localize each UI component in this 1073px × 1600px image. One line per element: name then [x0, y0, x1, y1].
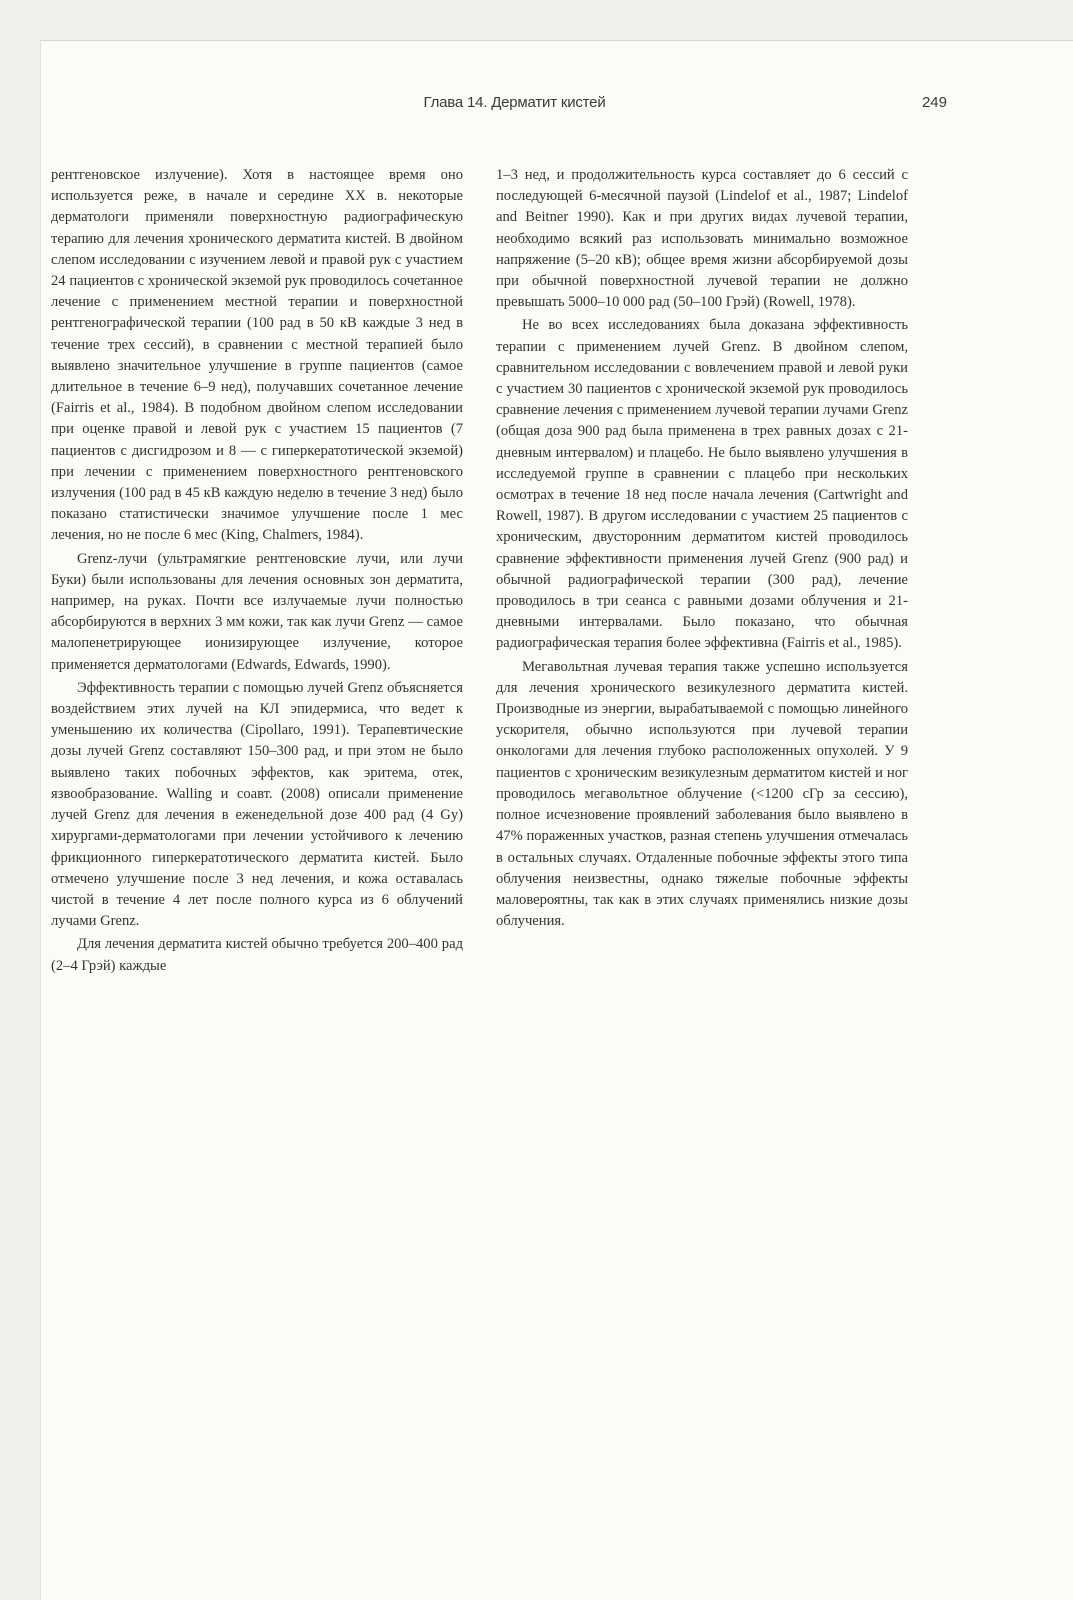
- left-column: [51, 165, 463, 977]
- paragraph: Эффективность терапии с помощью лучей Grenz объясняется воздействием этих лучей на КЛ эпидермиса, что ведет к уменьшению их количества (Cipollaro, 1991). Терапевтические дозы лучей Grenz составляют 150–300 рад, и при этом не было выявлено таких побочных эффектов, как эритема, отек, язвообразование. Walling и соавт. (2008) описали применение лучей Grenz для лечения в еженедельной дозе 400 рад (4 Gy) хирургами-дерматологами при лечении устойчивого к лечению фрикционного гиперкератотического дерматита кистей. Было отмечено улучшение после 3 нед лечения, и кожа оставалась чистой в течение 4 лет после полного курса из 6 облучений лучами Grenz.: [51, 679, 463, 930]
- page-number: 249: [921, 94, 947, 111]
- paragraph: Не во всех исследованиях была доказана эффективность терапии с применением лучей Grenz. В двойном слепом, сравнительном исследовании с вовлечением правой и левой руки с участием 30 пациентов с хронической экземой рук проводилось сравнение лечения с применением лучевой терапии лучами Grenz (общая доза 900 рад была применена в трех равных дозах с 21-дневным интервалом) и плацебо. Не было выявлено улучшения в исследуемой группе в сравнении с плацебо при нескольких осмотрах в течение 18 нед после начала лечения (Cartwright and Rowell, 1987). В другом исследовании с участием 25 пациентов с хроническим, двусторонним дерматитом кистей проводилось сравнение эффективности применения лучей Grenz (900 рад) и обычной радиографической терапии (300 рад), лечение проводилось в три сеанса с равными дозами облучения и 21-дневными интервалами. Было показано, что обычная радиографическая терапия более эффективна (Fairris et al., 1985).: [496, 317, 908, 652]
- right-column: [496, 165, 908, 932]
- paragraph: Grenz-лучи (ультрамягкие рентгеновские лучи, или лучи Буки) были использованы для лечения основных зон дерматита, например, на руках. Почти все излучаемые лучи полностью абсорбируются в верхних 3 мм кожи, так как лучи Grenz — самое малопенетрирующее ионизирующее излучение, которое применяется дерматологами (Edwards, Edwards, 1990).: [51, 550, 463, 673]
- paragraph: 1–3 нед, и продолжительность курса составляет до 6 сессий с последующей 6-месячной паузой (Lindelof et al., 1987; Lindelof and Beitner 1990). Как и при других видах лучевой терапии, необходимо всякий раз использовать минимально возможное напряжение (5–20 кВ); общее время жизни абсорбируемой дозы при обычной поверхностной лучевой терапии не должно превышать 5000–10 000 рад (50–100 Грэй) (Rowell, 1978).: [496, 167, 908, 311]
- paragraph: Мегавольтная лучевая терапия также успешно используется для лечения хронического везикулезного дерматита кистей. Производные из энергии, вырабатываемой с помощью линейного ускорителя, обычно используются при лучевой терапии онкологами для лечения глубоко расположенных опухолей. У 9 пациентов с хроническим везикулезным дерматитом кистей и ног проводилось мегавольтное облучение (<1200 сГр за сессию), полное исчезновение проявлений заболевания было выявлено в 47% пораженных участков, разная степень улучшения отмечалась в остальных случаях. Отдаленные побочные эффекты этого типа облучения неизвестны, однако тяжелые побочные эффекты маловероятны, так как в этих случаях применялись низкие дозы облучения.: [496, 658, 908, 930]
- paragraph: рентгеновское излучение). Хотя в настоящее время оно используется реже, в начале и середине XX в. некоторые дерматологи применяли поверхностную радиографическую терапию для лечения хронического дерматита кистей. В двойном слепом исследовании с изучением левой и правой рук с участием 24 пациентов с хронической экземой рук проводилось сочетанное лечение с применением местной терапии и поверхностной рентгенографической терапии (100 рад в 50 кВ каждые 3 нед в течение трех сессий), в сравнении с местной терапией было выявлено значительное улучшение в группе пациентов (самое длительное в течение 6–9 нед), получавших сочетанное лечение (Fairris et al., 1984). В подобном двойном слепом исследовании при оценке правой и левой рук с участием 15 пациентов (7 пациентов с дисгидрозом и 8 — с гиперкератотической экземой) при лечении с применением поверхностного рентгеновского излучения (100 рад в 45 кВ каждую неделю в течение 3 нед) было показано статистически значимое улучшение после 1 мес лечения, но не после 6 мес (King, Chalmers, 1984).: [51, 167, 463, 544]
- page-header: [82, 94, 947, 118]
- paragraph: Для лечения дерматита кистей обычно требуется 200–400 рад (2–4 Грэй) каждые: [51, 936, 463, 974]
- running-title: Глава 14. Дерматит кистей: [423, 94, 606, 111]
